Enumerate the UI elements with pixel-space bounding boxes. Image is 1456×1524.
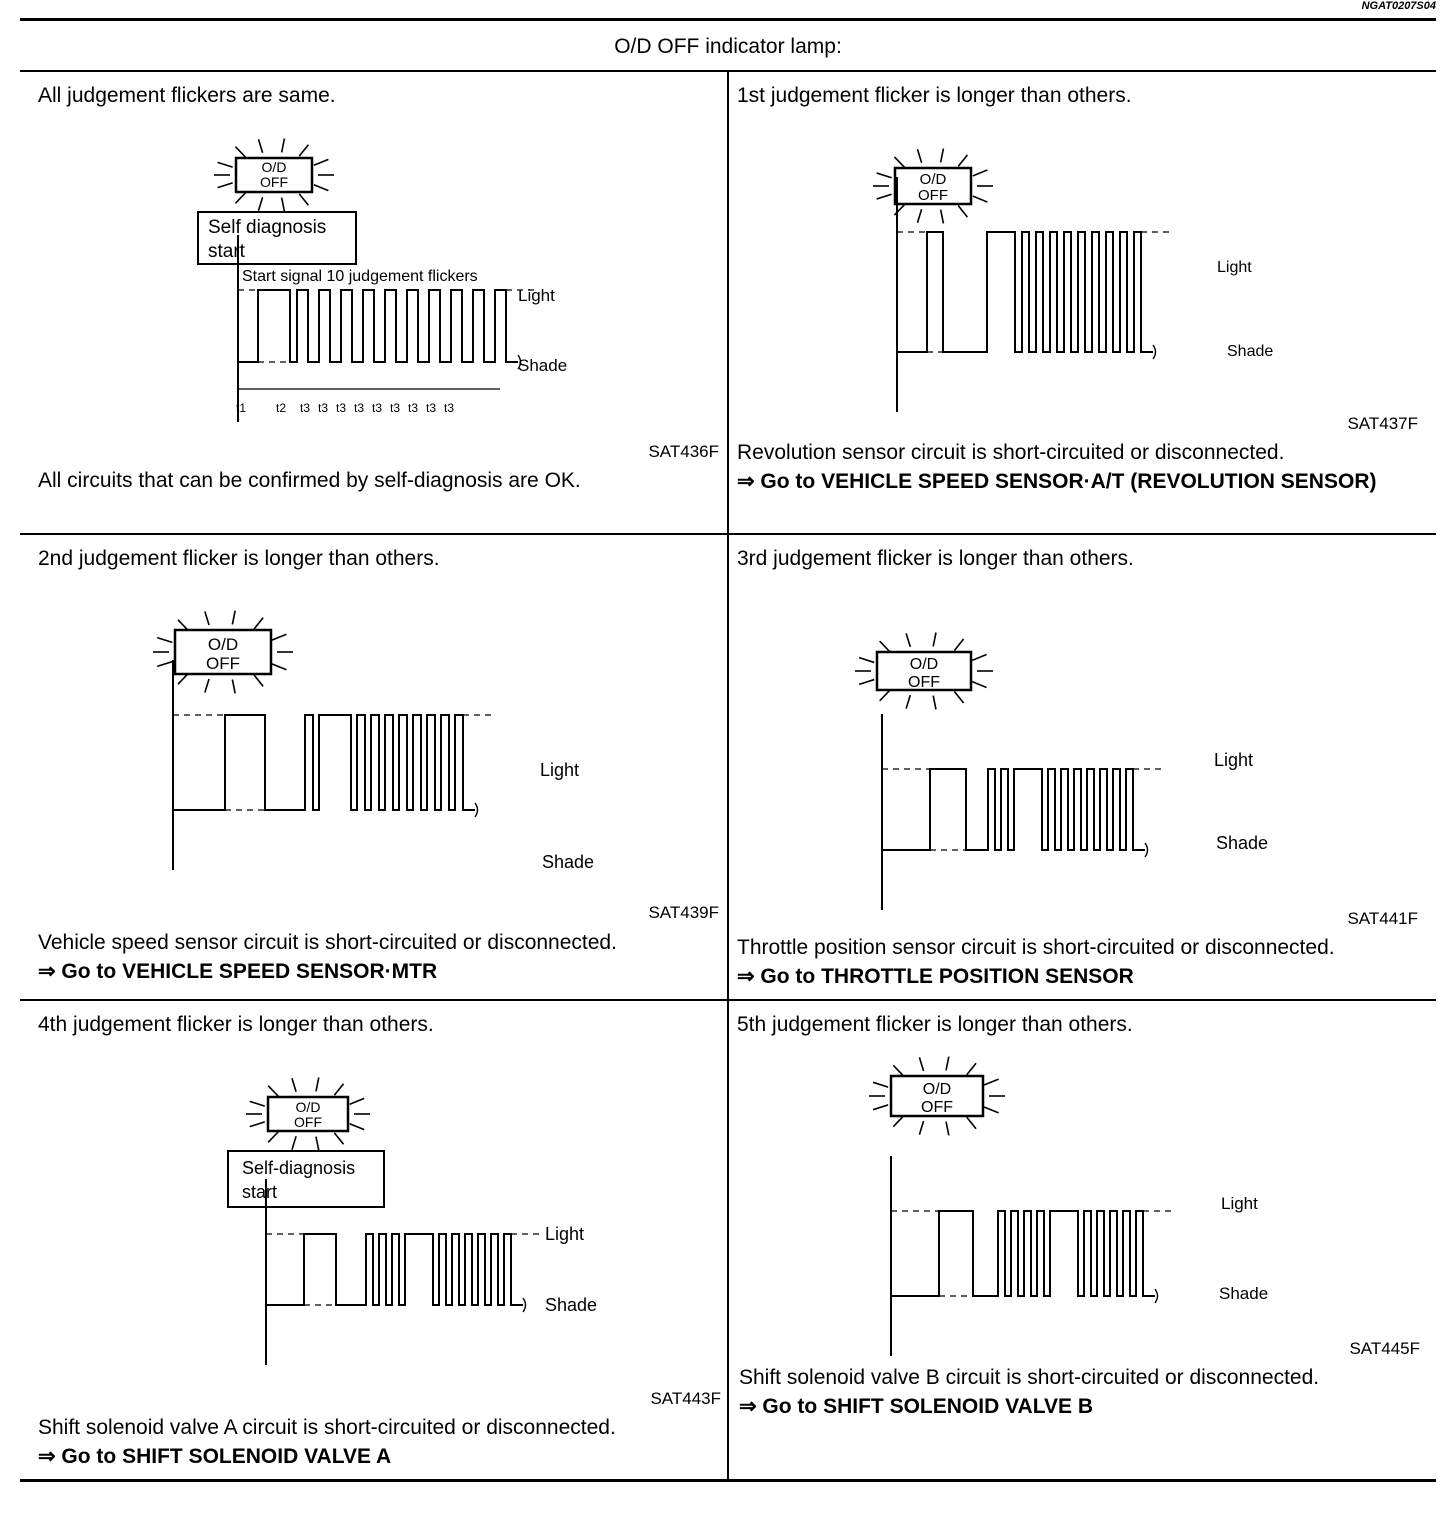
timing-label: t3 (408, 401, 419, 415)
cell-3rd-longer (729, 535, 1436, 999)
figure-code: SAT443F (650, 1389, 721, 1408)
timing-label: t3 (372, 401, 383, 415)
cell-title: All judgement flickers are same. (38, 84, 336, 107)
figure-code: SAT441F (1347, 909, 1418, 928)
cell-title: 5th judgement flicker is longer than others. (737, 1013, 1133, 1036)
shade-label: Shade (545, 1295, 598, 1315)
flicker-signal (891, 1211, 1155, 1296)
figure-code: SAT439F (648, 903, 719, 922)
flicker-diagram (20, 590, 727, 930)
light-label: Light (518, 286, 555, 305)
cell-title: 4th judgement flicker is longer than others. (38, 1013, 434, 1036)
waveform (891, 1156, 1175, 1356)
lamp-label-off: OFF (260, 174, 288, 190)
od-off-lamp-icon (855, 633, 993, 710)
flicker-signal (173, 715, 475, 810)
od-off-lamp-icon (214, 139, 334, 212)
table-header: O/D OFF indicator lamp: (614, 35, 842, 58)
cell-5th-longer (729, 1001, 1436, 1479)
timing-label: t3 (354, 401, 365, 415)
end-mark (1155, 1289, 1158, 1303)
light-label: Light (1217, 259, 1252, 276)
cell-4th-longer (20, 1001, 727, 1479)
cell-title: 2nd judgement flicker is longer than others. (38, 547, 440, 570)
lamp-label-off: OFF (921, 1099, 953, 1116)
end-mark (523, 1298, 526, 1312)
timing-label: t2 (276, 401, 287, 415)
cell-all-same (20, 72, 727, 533)
box-label-1: Self diagnosis (208, 217, 327, 238)
lamp-label-od: O/D (919, 171, 947, 188)
description-text: All circuits that can be confirmed by self-diagnosis are OK. (38, 469, 581, 492)
cell-description (38, 1413, 711, 1471)
shade-label: Shade (1216, 833, 1269, 853)
cell-description (739, 1363, 1420, 1421)
document-reference: NGAT0207S04 (1361, 0, 1436, 12)
shade-label: Shade (1219, 1284, 1269, 1303)
waveform (882, 714, 1165, 910)
waveform (897, 177, 1173, 412)
figure-code: SAT437F (1347, 414, 1418, 433)
flicker-diagram (20, 1051, 727, 1431)
lamp-label-od: O/D (909, 656, 939, 673)
lamp-label-off: OFF (206, 654, 240, 673)
figure-code: SAT436F (648, 442, 719, 461)
light-label: Light (545, 1224, 585, 1244)
cell-description (737, 438, 1420, 496)
lamp-label-off: OFF (918, 187, 948, 204)
cell-2nd-longer (20, 535, 727, 999)
timing-label: t3 (390, 401, 401, 415)
light-label: Light (1214, 750, 1254, 770)
flicker-diagram (729, 600, 1436, 940)
lamp-label-od: O/D (261, 159, 287, 175)
description-text: Revolution sensor circuit is short-circuited or disconnected. (737, 441, 1285, 464)
action-link[interactable]: ⇒ Go to VEHICLE SPEED SENSOR·A/T (REVOLUTION SENSOR) (737, 470, 1377, 493)
end-mark (1145, 843, 1148, 857)
timing-label: t1 (236, 401, 247, 415)
description-text: Shift solenoid valve A circuit is short-circuited or disconnected. (38, 1416, 616, 1439)
lamp-label-od: O/D (922, 1081, 952, 1098)
cell-description (38, 928, 711, 986)
flicker-signal (266, 1234, 523, 1305)
od-off-lamp-icon (869, 1057, 1005, 1136)
timing-label: t3 (426, 401, 437, 415)
lamp-label-off: OFF (908, 674, 940, 691)
flicker-diagram (729, 132, 1436, 472)
light-label: Light (1221, 1194, 1258, 1213)
box-label-1: Self-diagnosis (242, 1158, 356, 1178)
timing-label: t3 (336, 401, 347, 415)
shade-label: Shade (518, 356, 568, 375)
cell-title: 1st judgement flicker is longer than others. (737, 84, 1132, 107)
end-mark (1153, 345, 1156, 359)
end-mark (475, 803, 478, 817)
shade-label: Shade (1227, 343, 1274, 360)
action-link[interactable]: ⇒ Go to SHIFT SOLENOID VALVE B (739, 1395, 1093, 1418)
flicker-signal (882, 769, 1145, 850)
cell-description (737, 933, 1420, 991)
flicker-diagram (20, 122, 727, 492)
action-link[interactable]: ⇒ Go to THROTTLE POSITION SENSOR (737, 965, 1134, 988)
timing-label: t3 (444, 401, 455, 415)
description-text: Shift solenoid valve B circuit is short-circuited or disconnected. (739, 1366, 1320, 1389)
cell-description (38, 466, 711, 495)
cell-1st-longer (729, 72, 1436, 533)
od-off-lamp-icon (246, 1078, 370, 1151)
box-label-2: start (242, 1182, 278, 1202)
light-label: Light (540, 760, 580, 780)
figure-code: SAT445F (1349, 1339, 1420, 1358)
od-off-lamp-icon (873, 149, 993, 224)
timing-label: t3 (300, 401, 311, 415)
lamp-label-od: O/D (295, 1099, 321, 1115)
cell-title: 3rd judgement flicker is longer than others. (737, 547, 1134, 570)
flicker-signal (238, 290, 518, 362)
bottom-rule (20, 1479, 1436, 1482)
description-text: Throttle position sensor circuit is short-circuited or disconnected. (737, 936, 1335, 959)
action-link[interactable]: ⇒ Go to SHIFT SOLENOID VALVE A (38, 1445, 392, 1468)
description-text: Vehicle speed sensor circuit is short-circuited or disconnected. (38, 931, 617, 954)
action-link[interactable]: ⇒ Go to VEHICLE SPEED SENSOR·MTR (38, 960, 438, 983)
start-signal-label: Start signal 10 judgement flickers (242, 268, 478, 285)
flicker-diagram (729, 1046, 1436, 1386)
top-rule (20, 18, 1436, 21)
shade-label: Shade (542, 852, 595, 872)
waveform (173, 660, 495, 870)
flicker-signal (897, 232, 1153, 352)
timing-label: t3 (318, 401, 329, 415)
box-label-2: start (208, 241, 245, 262)
timing-labels (236, 401, 454, 415)
lamp-label-od: O/D (207, 635, 239, 654)
lamp-label-off: OFF (294, 1114, 322, 1130)
